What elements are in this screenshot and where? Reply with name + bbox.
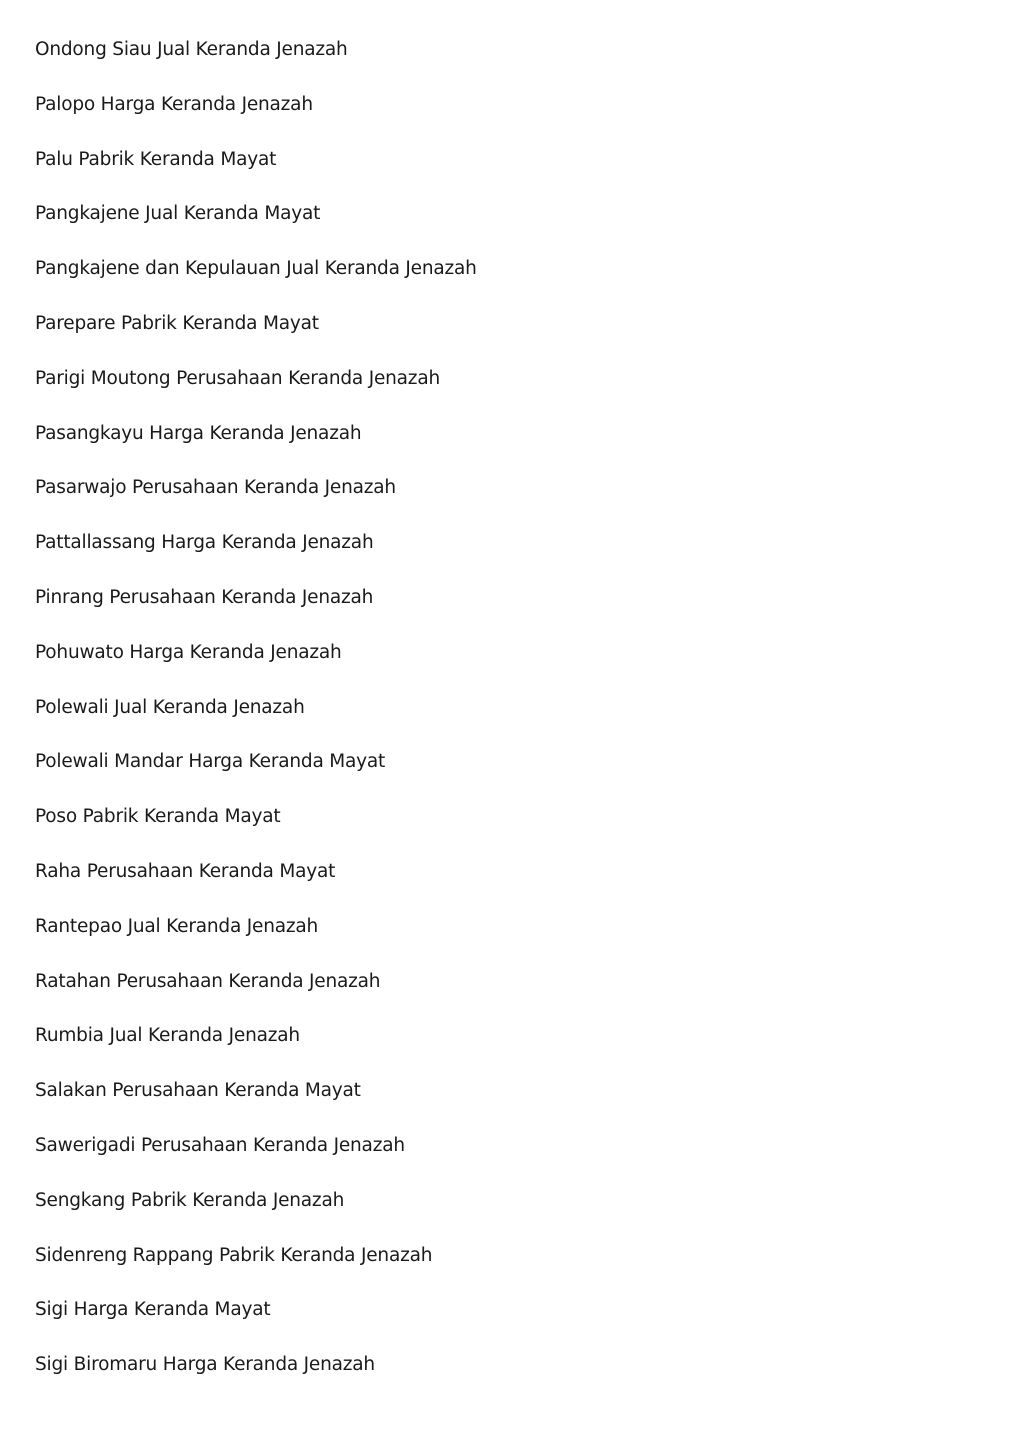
list-item: Sidenreng Rappang Pabrik Keranda Jenazah (35, 1244, 433, 1266)
list-item: Sawerigadi Perusahaan Keranda Jenazah (35, 1134, 405, 1156)
list-item: Palopo Harga Keranda Jenazah (35, 93, 313, 115)
list-item: Pattallassang Harga Keranda Jenazah (35, 532, 374, 554)
list-item: Parepare Pabrik Keranda Mayat (35, 312, 319, 334)
list-item: Polewali Mandar Harga Keranda Mayat (35, 751, 386, 773)
list-item: Raha Perusahaan Keranda Mayat (35, 860, 336, 882)
list-item: Ondong Siau Jual Keranda Jenazah (35, 39, 348, 60)
list-item: Poso Pabrik Keranda Mayat (35, 806, 281, 828)
list-item: Rumbia Jual Keranda Jenazah (35, 1025, 300, 1047)
list-item: Polewali Jual Keranda Jenazah (35, 696, 305, 718)
list-item: Rantepao Jual Keranda Jenazah (35, 915, 319, 937)
list-item: Sengkang Pabrik Keranda Jenazah (35, 1189, 345, 1211)
list-item: Pangkajene dan Kepulauan Jual Keranda Jenazah (35, 258, 477, 280)
location-list (35, 36, 975, 1406)
list-item: Pohuwato Harga Keranda Jenazah (35, 641, 342, 663)
list-item: Sigi Biromaru Harga Keranda Jenazah (35, 1354, 375, 1376)
list-item: Parigi Moutong Perusahaan Keranda Jenazah (35, 367, 440, 389)
list-item: Ratahan Perusahaan Keranda Jenazah (35, 970, 381, 992)
list-item: Pasarwajo Perusahaan Keranda Jenazah (35, 477, 396, 499)
list-item: Pasangkayu Harga Keranda Jenazah (35, 422, 362, 444)
list-item: Sigi Harga Keranda Mayat (35, 1299, 271, 1321)
list-item: Palu Pabrik Keranda Mayat (35, 148, 277, 170)
list-item: Pangkajene Jual Keranda Mayat (35, 203, 321, 225)
list-item: Salakan Perusahaan Keranda Mayat (35, 1080, 361, 1102)
list-item: Pinrang Perusahaan Keranda Jenazah (35, 586, 374, 608)
